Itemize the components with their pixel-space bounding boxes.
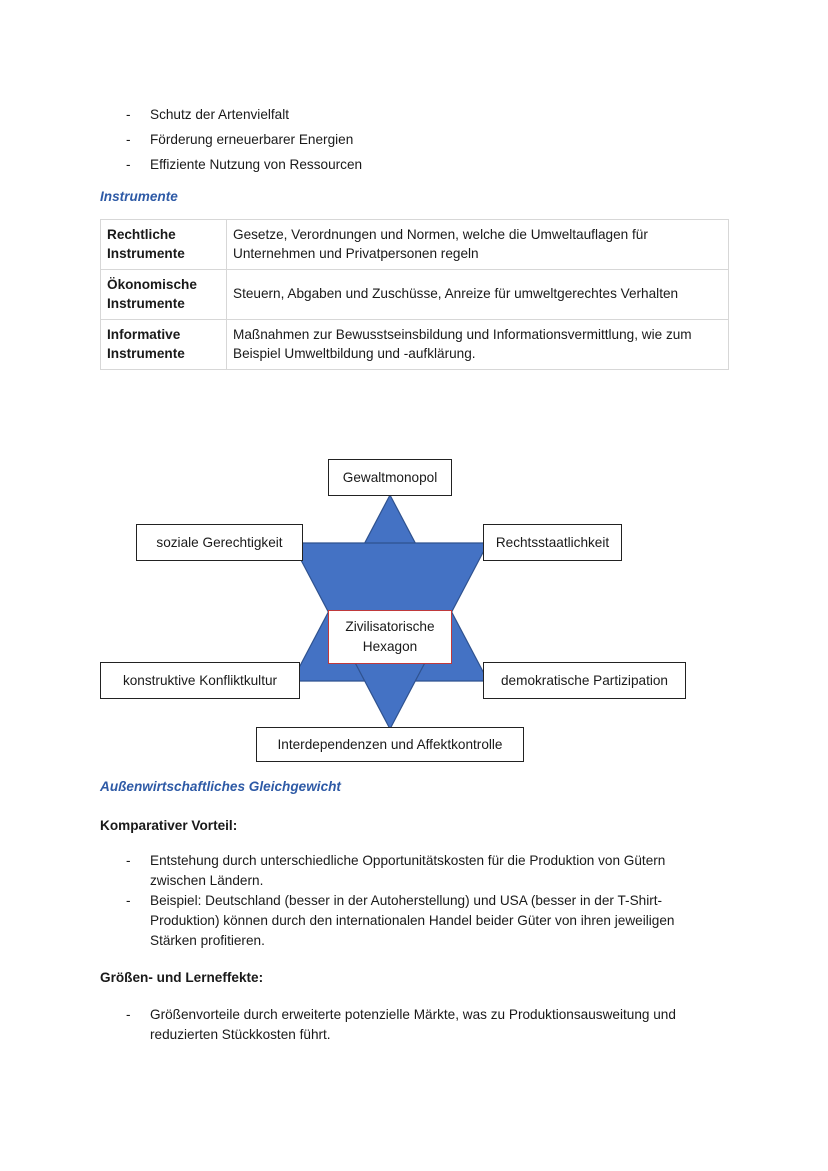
heading-komparativer-vorteil: Komparativer Vorteil: xyxy=(100,818,238,833)
box-konstruktive-konfliktkultur: konstruktive Konfliktkultur xyxy=(100,662,300,699)
table-cell-desc: Gesetze, Verordnungen und Normen, welche die Umweltauflagen für Unternehmen und Privatpersonen regeln xyxy=(227,220,729,270)
box-gewaltmonopol: Gewaltmonopol xyxy=(328,459,452,496)
table-cell-head: Ökonomische Instrumente xyxy=(101,270,227,320)
table-cell-desc: Maßnahmen zur Bewusstseinsbildung und Informationsvermittlung, wie zum Beispiel Umweltbildung und -aufklärung. xyxy=(227,320,729,370)
dash-bullet: - xyxy=(126,107,131,122)
box-demokratische-partizipation: demokratische Partizipation xyxy=(483,662,686,699)
instrumente-table xyxy=(100,219,729,370)
list-item: - Effiziente Nutzung von Ressourcen xyxy=(100,155,362,175)
dash-bullet: - xyxy=(126,853,131,868)
table-cell-desc: Steuern, Abgaben und Zuschüsse, Anreize für umweltgerechtes Verhalten xyxy=(227,270,729,320)
list-item: - Entstehung durch unterschiedliche Opportunitätskosten für die Produktion von Gütern zwischen Ländern. xyxy=(126,853,666,888)
table-cell-head: Rechtliche Instrumente xyxy=(101,220,227,270)
list-item: - Schutz der Artenvielfalt xyxy=(100,105,362,125)
section-title-instrumente: Instrumente xyxy=(100,189,178,204)
section-title-aussenwirtschaft: Außenwirtschaftliches Gleichgewicht xyxy=(100,779,341,794)
list-item: - Größenvorteile durch erweiterte potenzielle Märkte, was zu Produktionsausweitung und reduzierten Stückkosten führt. xyxy=(126,1007,676,1042)
box-interdependenzen: Interdependenzen und Affektkontrolle xyxy=(256,727,524,762)
goals-list xyxy=(100,105,362,175)
box-soziale-gerechtigkeit: soziale Gerechtigkeit xyxy=(136,524,303,561)
box-zivilisatorisches-hexagon: Zivilisatorische Hexagon xyxy=(328,610,452,664)
table-row xyxy=(101,270,729,320)
list-item: - Förderung erneuerbarer Energien xyxy=(100,130,362,150)
table-row xyxy=(101,220,729,270)
civilizational-hexagon-diagram xyxy=(0,455,828,770)
list-item: - Beispiel: Deutschland (besser in der Autoherstellung) und USA (besser in der T-Shirt- Produktion) können durch den internationalen Handel beider Güter von ihren jeweiligen Stärken profitieren. xyxy=(126,893,675,948)
dash-bullet: - xyxy=(126,893,131,908)
dash-bullet: - xyxy=(126,132,131,147)
komparativ-list xyxy=(100,851,674,951)
table-cell-head: Informative Instrumente xyxy=(101,320,227,370)
dash-bullet: - xyxy=(126,157,131,172)
table-row xyxy=(101,320,729,370)
heading-groessen-lerneffekte: Größen- und Lerneffekte: xyxy=(100,970,264,985)
dash-bullet: - xyxy=(126,1007,131,1022)
box-rechtsstaatlichkeit: Rechtsstaatlichkeit xyxy=(483,524,622,561)
groessen-list xyxy=(100,1005,676,1045)
